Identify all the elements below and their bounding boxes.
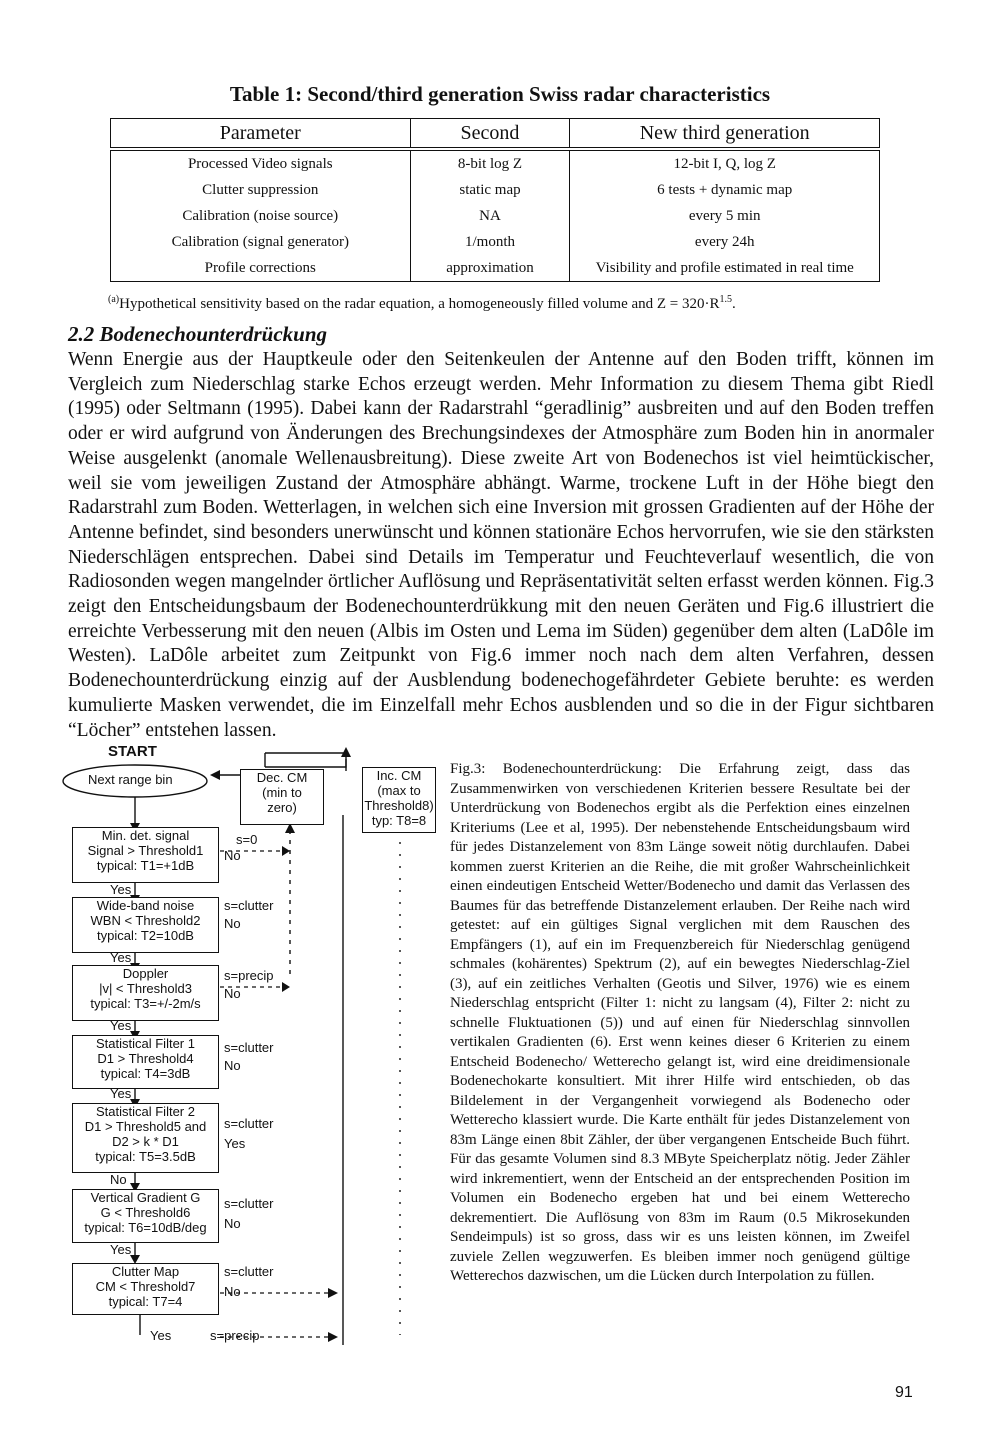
footnote-exponent: 1.5 — [719, 294, 733, 305]
table-cell: Visibility and profile estimated in real time — [570, 255, 880, 282]
table-cell: 1/month — [410, 229, 570, 255]
test-statistical-filter-1 — [72, 1035, 219, 1089]
test-wide-band-noise — [72, 897, 219, 953]
table-footnote — [108, 294, 736, 313]
dec-cm-line: Dec. CM — [256, 770, 308, 785]
section-heading: 2.2 Bodenechounterdrückung — [68, 322, 328, 346]
table-row — [111, 229, 880, 255]
side-label: s=clutter — [224, 1040, 274, 1055]
exit-label: Yes — [224, 1136, 246, 1151]
inc-cm-line: (max to — [377, 783, 421, 798]
radar-characteristics-table — [110, 118, 880, 282]
test-line: typical: T7=4 — [108, 1294, 183, 1309]
table-cell: every 24h — [570, 229, 880, 255]
side-label: s=clutter — [224, 1116, 274, 1131]
inc-cm-line: Inc. CM — [376, 768, 422, 783]
footnote-text: Hypothetical sensitivity based on the radar equation, a homogeneously filled volume and Z = 320·R — [119, 296, 720, 312]
header-second: Second — [410, 119, 570, 150]
header-third: New third generation — [570, 119, 880, 150]
side-label: s=clutter — [224, 1264, 274, 1279]
inc-cm-line: Threshold8) — [364, 798, 434, 813]
next-label: No — [110, 1172, 127, 1187]
test-line: Vertical Gradient G — [90, 1190, 201, 1205]
test-line: Statistical Filter 2 — [96, 1104, 195, 1119]
side-label: s=0 — [236, 832, 258, 847]
next-label: Yes — [110, 1018, 132, 1033]
exit-label: No — [224, 916, 241, 931]
table-row — [111, 255, 880, 282]
exit-label: No — [224, 986, 241, 1001]
exit-label: No — [224, 848, 241, 863]
test-line: typical: T5=3.5dB — [95, 1149, 196, 1164]
next-label: Yes — [110, 1242, 132, 1257]
table-cell: static map — [410, 177, 570, 203]
next-label: Yes — [110, 950, 132, 965]
table-cell: 12-bit I, Q, log Z — [570, 149, 880, 177]
table-cell: NA — [410, 203, 570, 229]
final-label: s=precip — [210, 1328, 260, 1343]
table-cell: 6 tests + dynamic map — [570, 177, 880, 203]
figure-caption: Fig.3: Bodenechounterdrückung: Die Erfahrung zeigt, dass das Zusammenwirken von verschiedenen Kriterien bessere Resultate bei der Unterdrückung von Bodenechos ergibt als die Perfektion eines einzelnen Kriteriums (Lee et al, 1995). Der nebenstehende Entscheidungsbaum wird für jedes Distanzelement von 83m Länge soweit nötig durchlaufen. Dabei kommen zuerst Kriterien an die Reihe, die mit großer Wahrscheinlichkeit einen eindeutigen Entscheid Wetter/Bodenecho und damit das Verlassen des Baumes für das betreffende Distanzelement erlauben. Der Reihe nach wird getestet: auf ein gültiges Signal verglichen mit dem Rauschen des Empfängers (1), auf ein im Frequenzbereich für Niederschlag genügend schmales (kohärentes) Spektrum (2), auf ein bewegtes Niederschlag-Ziel (3), auf ein zeitliches Verhalten (Geotis und Silver, 1976) wie es einem Niederschlag entspricht (Filter 1: nicht zu langsam (4), Filter 2: nicht zu schnelle Fluktuationen (5)) und auf einen für Niederschlag sinnvollen vertikalen Gradienten (6). Erst wenn keines dieser 6 Kriterien zu einem Entscheid Bodenecho/ Wetterecho gelangt ist, wird eine dreidimensionale Bodenechokarte konsultiert. Mit ihrer Hilfe wird entschieden, ob das Bildelement in der Vergangenheit vorwiegend als Bodenecho oder Wetterecho klassiert wurde. Die Karte enthält für jedes Distanzelement von 83m Länge einen 8bit Zähler, der über vergangenen Entscheide Buch führt. Für das gesamte Volumen sind 8.3 MByte Speicherplatz nötig. Jeder Zähler wird inkrementiert, wenn der Entscheid an der entsprechenden Position im Volumen ein Bodenecho ergeben hat und bei einem Wetterecho dekrementiert. Die Auflösung von 83m im Raum (0.5 Mikrosekunden Sendeimpuls) ist so gross, dass wir es uns leisten können, im Zweifel zuviele Zellen wegzuwerfen. Es bleiben immer noch genügend gültige Wetterechos dazwischen, um die Lücken durch Interpolation zu füllen. — [450, 761, 910, 1284]
next-label: Yes — [110, 882, 132, 897]
table-cell: 8-bit log Z — [410, 149, 570, 177]
header-parameter: Parameter — [111, 119, 411, 150]
side-label: s=precip — [224, 968, 274, 983]
exit-label: No — [224, 1216, 241, 1231]
table-cell: Profile corrections — [111, 255, 411, 282]
next-range-bin-label: Next range bin — [88, 772, 173, 787]
next-label: Yes — [150, 1328, 172, 1343]
section-paragraph: Wenn Energie aus der Hauptkeule oder den Seitenkeulen der Antenne auf den Boden trifft, können im Vergleich zum Niederschlag starke Echos erzeugt werden. Mehr Information zu diesem Thema gibt Riedl (1995) oder Seltmann (1995). Dabei kann der Radarstrahl “geradlinig” ausbreiten und auf den Boden treffen oder er wird aufgrund von Änderungen des Brechungsindexes der Atmosphäre zum Boden hin in anormaler Weise ausgelenkt (anomale Wellenausbreitung). Diese zweite Art von Bodenechos ist viel heimtückischer, weil sie vom jeweiligen Zustand der Atmosphäre abhängt. Warme, trockene Luft in der Höhe biegt den Radarstrahl zum Boden. Wetterlagen, in welchen sich eine Inversion mit grossen Gradienten auf der Höhe der Antenne befindet, sind besonders unerwünscht und können stationäre Echos hervorrufen, wie sie den stärksten Niederschlägen entsprechen. Dabei sind Details im Temperatur und Feuchteverlauf wesentlich, die von Radiosonden wegen mangelnder örtlicher Auflösung und Repräsentativität selten erfasst werden können. Fig.3 zeigt den Entscheidungsbaum der Bodenechounterdrükkung mit den neuen Geräten und Fig.6 illustriert die erreichte Verbesserung mit den neuen (Albis im Osten und Lema im Süden) gegenüber dem alten (LaDôle im Westen). LaDôle arbeitet zum Zeitpunkt von Fig.6 immer noch nach dem alten Verfahren, dessen Bodenechounterdrückung einzig auf der Ausblendung bodenechogefährdeter Gebiete beruhte: es werden kumulierte Masken verwendet, die im Einzelfall mehr Echos ausblenden und so die in der Figur sichtbaren “Löcher” entstehen lassen. — [68, 349, 934, 741]
test-line: typical: T6=10dB/deg — [84, 1220, 207, 1235]
test-line: D1 > Threshold4 — [97, 1051, 194, 1066]
test-line: typical: T3=+/-2m/s — [90, 996, 201, 1011]
test-line: D2 > k * D1 — [112, 1134, 179, 1149]
inc-cm-box — [362, 767, 436, 833]
table-caption: Table 1: Second/third generation Swiss radar characteristics — [229, 82, 771, 106]
table-row — [111, 177, 880, 203]
table-cell: Calibration (noise source) — [111, 203, 411, 229]
side-label: s=clutter — [224, 1196, 274, 1211]
page-number: 91 — [895, 1384, 913, 1401]
table-cell: approximation — [410, 255, 570, 282]
inc-cm-line: typ: T8=8 — [371, 813, 427, 828]
dec-cm-line: (min to — [262, 785, 302, 800]
table-cell: every 5 min — [570, 203, 880, 229]
test-min-det-signal — [72, 827, 219, 883]
table-cell: Calibration (signal generator) — [111, 229, 411, 255]
exit-label: No — [224, 1284, 241, 1299]
test-line: typical: T2=10dB — [97, 928, 194, 943]
test-line: Doppler — [122, 966, 169, 981]
next-label: Yes — [110, 1086, 132, 1101]
test-line: |v| < Threshold3 — [99, 981, 192, 996]
test-line: G < Threshold6 — [100, 1205, 191, 1220]
test-line: CM < Threshold7 — [95, 1279, 196, 1294]
footnote-end: . — [732, 296, 736, 312]
test-line: Signal > Threshold1 — [87, 843, 204, 858]
table-cell: Clutter suppression — [111, 177, 411, 203]
table-header-row — [111, 119, 880, 150]
table-row — [111, 203, 880, 229]
start-label: START — [108, 743, 157, 760]
test-line: Min. det. signal — [101, 828, 190, 843]
table-cell: Processed Video signals — [111, 149, 411, 177]
test-vertical-gradient — [72, 1189, 219, 1243]
test-line: WBN < Threshold2 — [90, 913, 201, 928]
footnote-marker: (a) — [108, 294, 120, 305]
test-line: D1 > Threshold5 and — [84, 1119, 207, 1134]
test-clutter-map — [72, 1263, 219, 1315]
flowchart-figure — [60, 745, 450, 1385]
dec-cm-line: zero) — [267, 800, 297, 815]
test-line: typical: T1=+1dB — [96, 858, 195, 873]
table-row — [111, 149, 880, 177]
test-line: typical: T4=3dB — [100, 1066, 191, 1081]
test-line: Wide-band noise — [96, 898, 195, 913]
test-doppler — [72, 965, 219, 1021]
side-label: s=clutter — [224, 898, 274, 913]
test-line: Clutter Map — [111, 1264, 180, 1279]
test-line: Statistical Filter 1 — [96, 1036, 195, 1051]
test-statistical-filter-2 — [72, 1103, 219, 1173]
dec-cm-box — [240, 769, 324, 825]
exit-label: No — [224, 1058, 241, 1073]
